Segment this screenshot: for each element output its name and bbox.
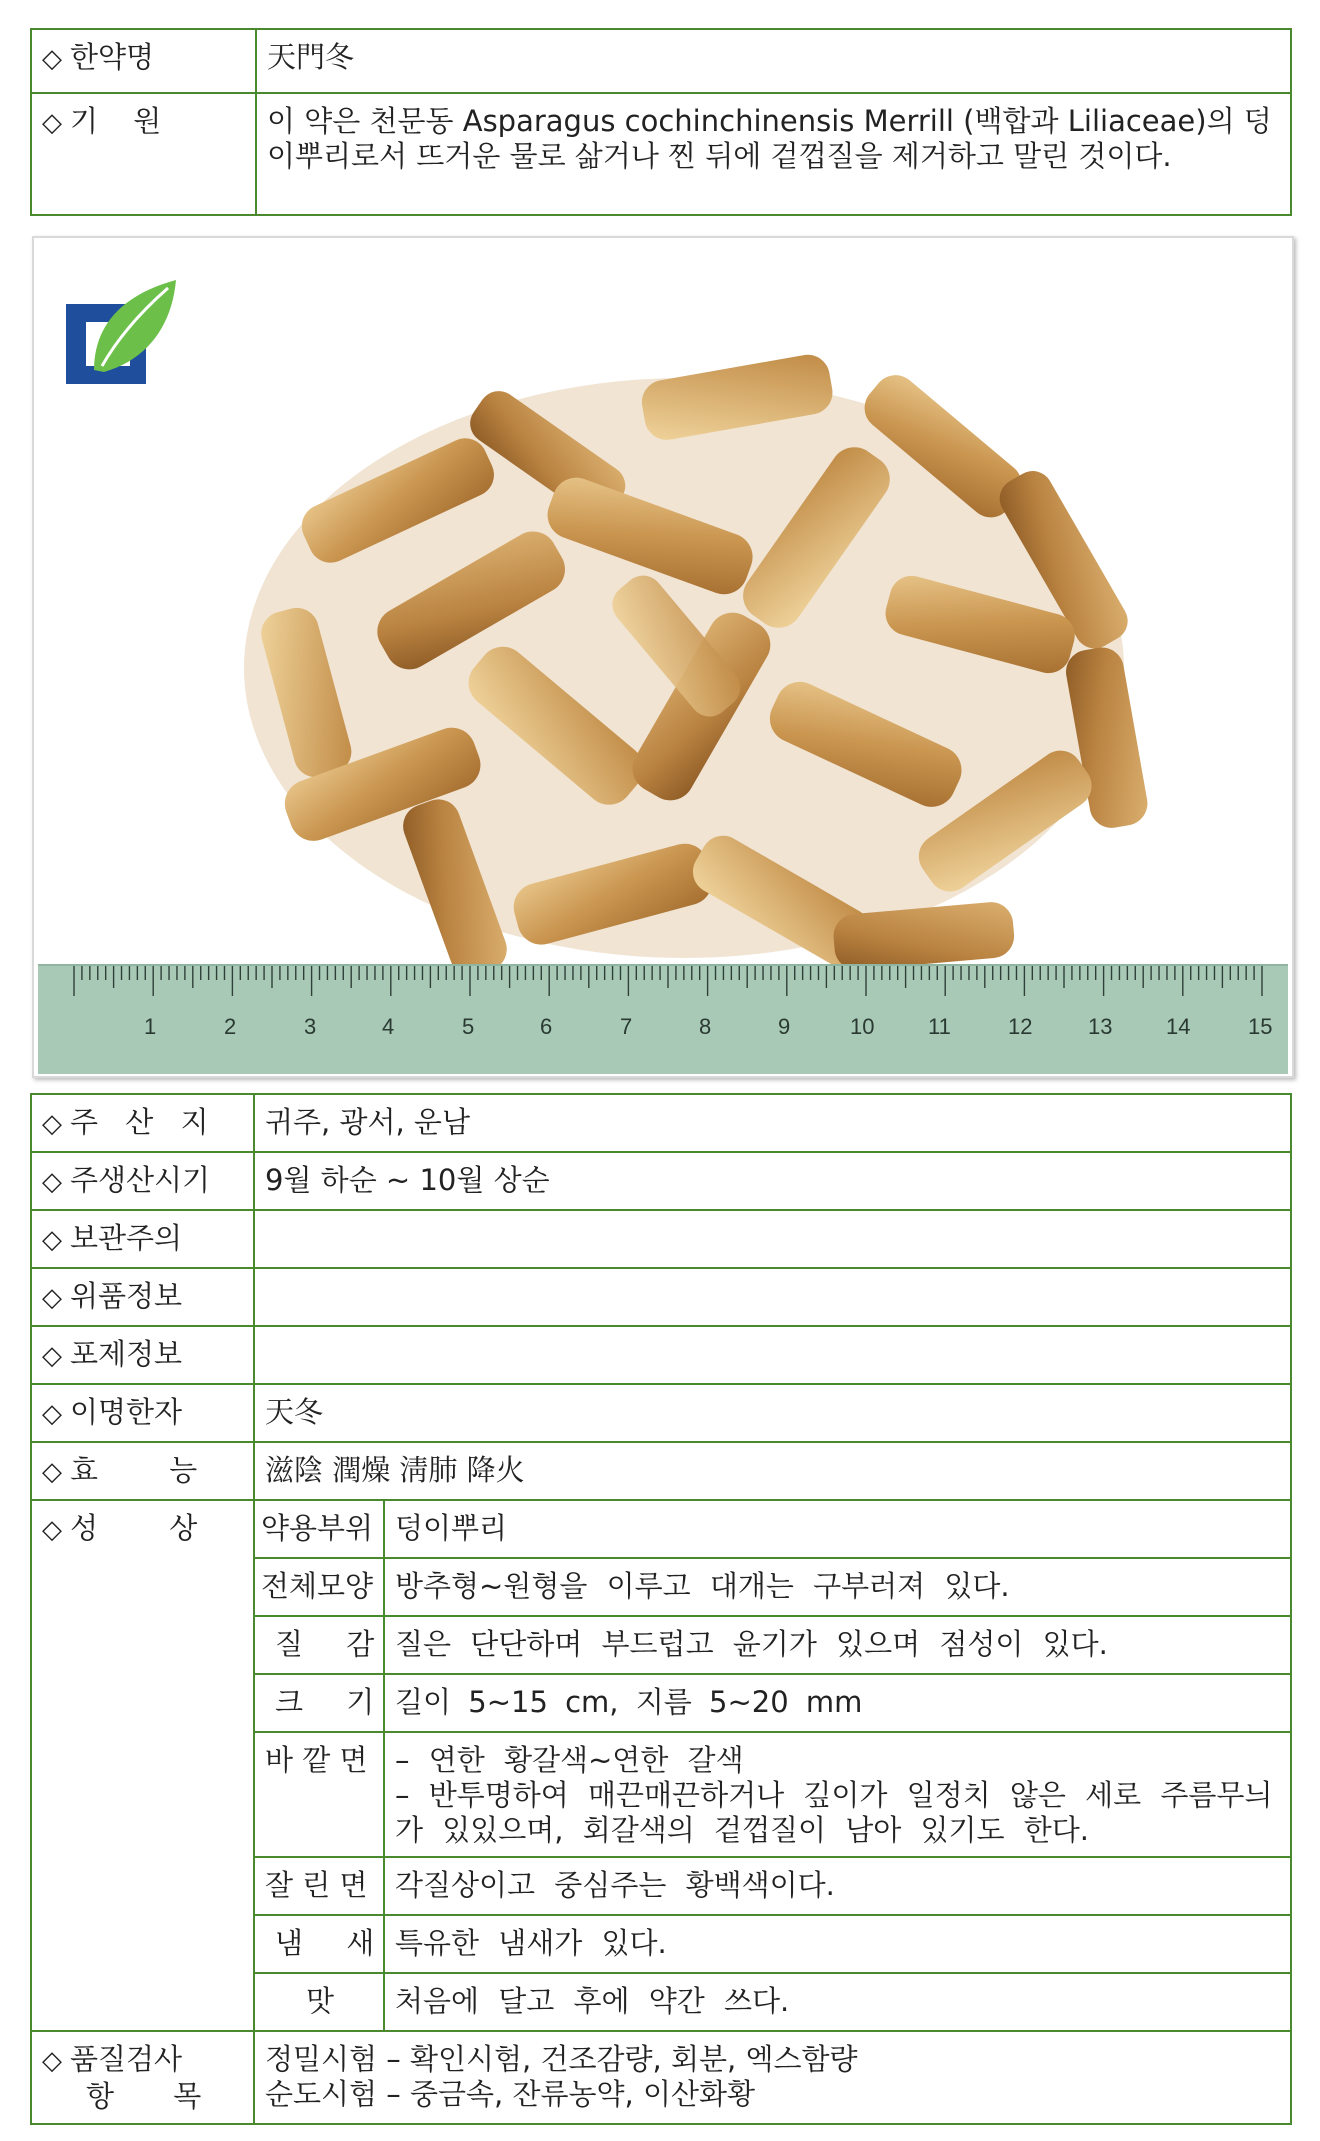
- size-label-cell: [254, 1674, 384, 1732]
- diamond-icon: ◇: [42, 2046, 62, 2076]
- surface-label: 바 깥 면: [265, 1743, 368, 1777]
- efficacy-label-cell: [31, 1442, 254, 1500]
- texture-label-cell: [254, 1616, 384, 1674]
- processing-value: [254, 1326, 1291, 1384]
- taste-value: 처음에 달고 후에 약간 쓰다.: [384, 1973, 1291, 2031]
- ruler-number: 11: [928, 1014, 951, 1039]
- origin-row: [31, 93, 1291, 215]
- origin-label: 기 원: [70, 104, 162, 138]
- region-label-cell: [31, 1094, 254, 1152]
- name-value: 天門冬: [256, 29, 1291, 93]
- processing-row: [31, 1326, 1291, 1384]
- texture-label: 질 감: [275, 1627, 375, 1661]
- storage-label-cell: [31, 1210, 254, 1268]
- taste-label-cell: [254, 1973, 384, 2031]
- shape-value: 방추형~원형을 이루고 대개는 구부러져 있다.: [384, 1558, 1291, 1616]
- herb-pile-image: [164, 288, 1204, 1038]
- diamond-icon: ◇: [42, 44, 62, 74]
- name-label: 한약명: [70, 40, 155, 74]
- shape-label: 전체모양: [254, 1558, 384, 1616]
- diamond-icon: ◇: [42, 1109, 62, 1139]
- leaf-logo-icon: [64, 274, 179, 389]
- region-label: 주 산 지: [70, 1105, 209, 1139]
- ruler-number: 8: [699, 1014, 712, 1039]
- ruler-number: 2: [224, 1014, 237, 1039]
- ruler-number: 4: [382, 1014, 395, 1039]
- ruler-number: 14: [1166, 1014, 1191, 1039]
- smell-value: 특유한 냄새가 있다.: [384, 1915, 1291, 1973]
- ruler-number: 7: [620, 1014, 633, 1039]
- part-value: 덩이뿌리: [384, 1500, 1291, 1558]
- surface-value-cell: [384, 1732, 1291, 1857]
- season-value: 9월 하순 ~ 10월 상순: [254, 1152, 1291, 1210]
- region-value: 귀주, 광서, 운남: [254, 1094, 1291, 1152]
- size-value: 길이 5~15 cm, 지름 5~20 mm: [384, 1674, 1291, 1732]
- surface-line-2: – 반투명하여 매끈매끈하거나 깊이가 일정치 않은 세로 주름무늬가 있있으며, 회갈색의 겉껍질이 남아 있기도 한다.: [395, 1778, 1273, 1847]
- cut-label: 잘 린 면: [265, 1868, 368, 1902]
- processing-label-cell: [31, 1326, 254, 1384]
- quality-label-line-1: 품질검사: [70, 2042, 183, 2076]
- cut-value: 각질상이고 중심주는 황백색이다.: [384, 1857, 1291, 1915]
- texture-value: 질은 단단하며 부드럽고 윤기가 있으며 점성이 있다.: [384, 1616, 1291, 1674]
- counterfeit-label-cell: [31, 1268, 254, 1326]
- diamond-icon: ◇: [42, 1399, 62, 1429]
- efficacy-value: 滋陰 潤燥 淸肺 降火: [254, 1442, 1291, 1500]
- ruler-number: 5: [462, 1014, 475, 1039]
- diamond-icon: ◇: [42, 1457, 62, 1487]
- name-row: [31, 29, 1291, 93]
- counterfeit-row: [31, 1268, 1291, 1326]
- part-label: 약용부위: [254, 1500, 384, 1558]
- quality-row: [31, 2031, 1291, 2124]
- diamond-icon: ◇: [42, 1341, 62, 1371]
- alias-label-cell: [31, 1384, 254, 1442]
- origin-value: 이 약은 천문동 Asparagus cochinchinensis Merrill (백합과 Liliaceae)의 덩이뿌리로서 뜨거운 물로 삶거나 찐 뒤에 겉껍질을 제거하고 말린 것이다.: [256, 93, 1291, 215]
- info-table: [30, 1093, 1292, 2125]
- quality-label-line-2: 항 목: [86, 2079, 202, 2113]
- quality-line-1: 정밀시험 – 확인시험, 건조감량, 회분, 엑스함량: [265, 2042, 858, 2076]
- diamond-icon: ◇: [42, 1167, 62, 1197]
- counterfeit-value: [254, 1268, 1291, 1326]
- quality-value-cell: [254, 2031, 1291, 2124]
- alias-label: 이명한자: [70, 1395, 183, 1429]
- ruler-number: 3: [304, 1014, 317, 1039]
- quality-label-line-1-wrap: [42, 2042, 245, 2079]
- quality-line-2: 순도시험 – 중금속, 잔류농약, 이산화황: [265, 2077, 756, 2111]
- ruler-number: 6: [540, 1014, 553, 1039]
- diamond-icon: ◇: [42, 108, 62, 138]
- smell-label-cell: [254, 1915, 384, 1973]
- efficacy-row: [31, 1442, 1291, 1500]
- region-row: [31, 1094, 1291, 1152]
- storage-row: [31, 1210, 1291, 1268]
- quality-label-cell: [31, 2031, 254, 2124]
- processing-label: 포제정보: [70, 1337, 183, 1371]
- properties-label-cell: [31, 1500, 254, 2031]
- storage-value: [254, 1210, 1291, 1268]
- ruler-number: 1: [144, 1014, 157, 1039]
- ruler-number: 10: [850, 1014, 875, 1039]
- season-label: 주생산시기: [70, 1163, 211, 1197]
- efficacy-label: 효 능: [70, 1453, 198, 1487]
- ruler-number: 13: [1088, 1014, 1113, 1039]
- taste-label: 맛: [305, 1984, 334, 2018]
- counterfeit-label: 위품정보: [70, 1279, 183, 1313]
- ruler-number: 12: [1008, 1014, 1033, 1039]
- properties-label: 성 상: [70, 1511, 198, 1545]
- season-label-cell: [31, 1152, 254, 1210]
- diamond-icon: ◇: [42, 1283, 62, 1313]
- origin-label-cell: [31, 93, 256, 215]
- part-row: [31, 1500, 1291, 1558]
- diamond-icon: ◇: [42, 1225, 62, 1255]
- surface-label-cell: [254, 1732, 384, 1857]
- season-row: [31, 1152, 1291, 1210]
- surface-line-1: – 연한 황갈색~연한 갈색: [395, 1743, 744, 1777]
- alias-row: [31, 1384, 1291, 1442]
- header-table: [30, 28, 1292, 216]
- diamond-icon: ◇: [42, 1515, 62, 1545]
- herb-photo: [32, 236, 1294, 1078]
- ruler-number: 15: [1248, 1014, 1273, 1039]
- storage-label: 보관주의: [70, 1221, 183, 1255]
- cut-label-cell: [254, 1857, 384, 1915]
- measuring-ruler: [38, 964, 1288, 1074]
- alias-value: 天冬: [254, 1384, 1291, 1442]
- ruler-number: 9: [778, 1014, 791, 1039]
- name-label-cell: [31, 29, 256, 93]
- size-label: 크 기: [275, 1685, 375, 1719]
- smell-label: 냄 새: [275, 1926, 375, 1960]
